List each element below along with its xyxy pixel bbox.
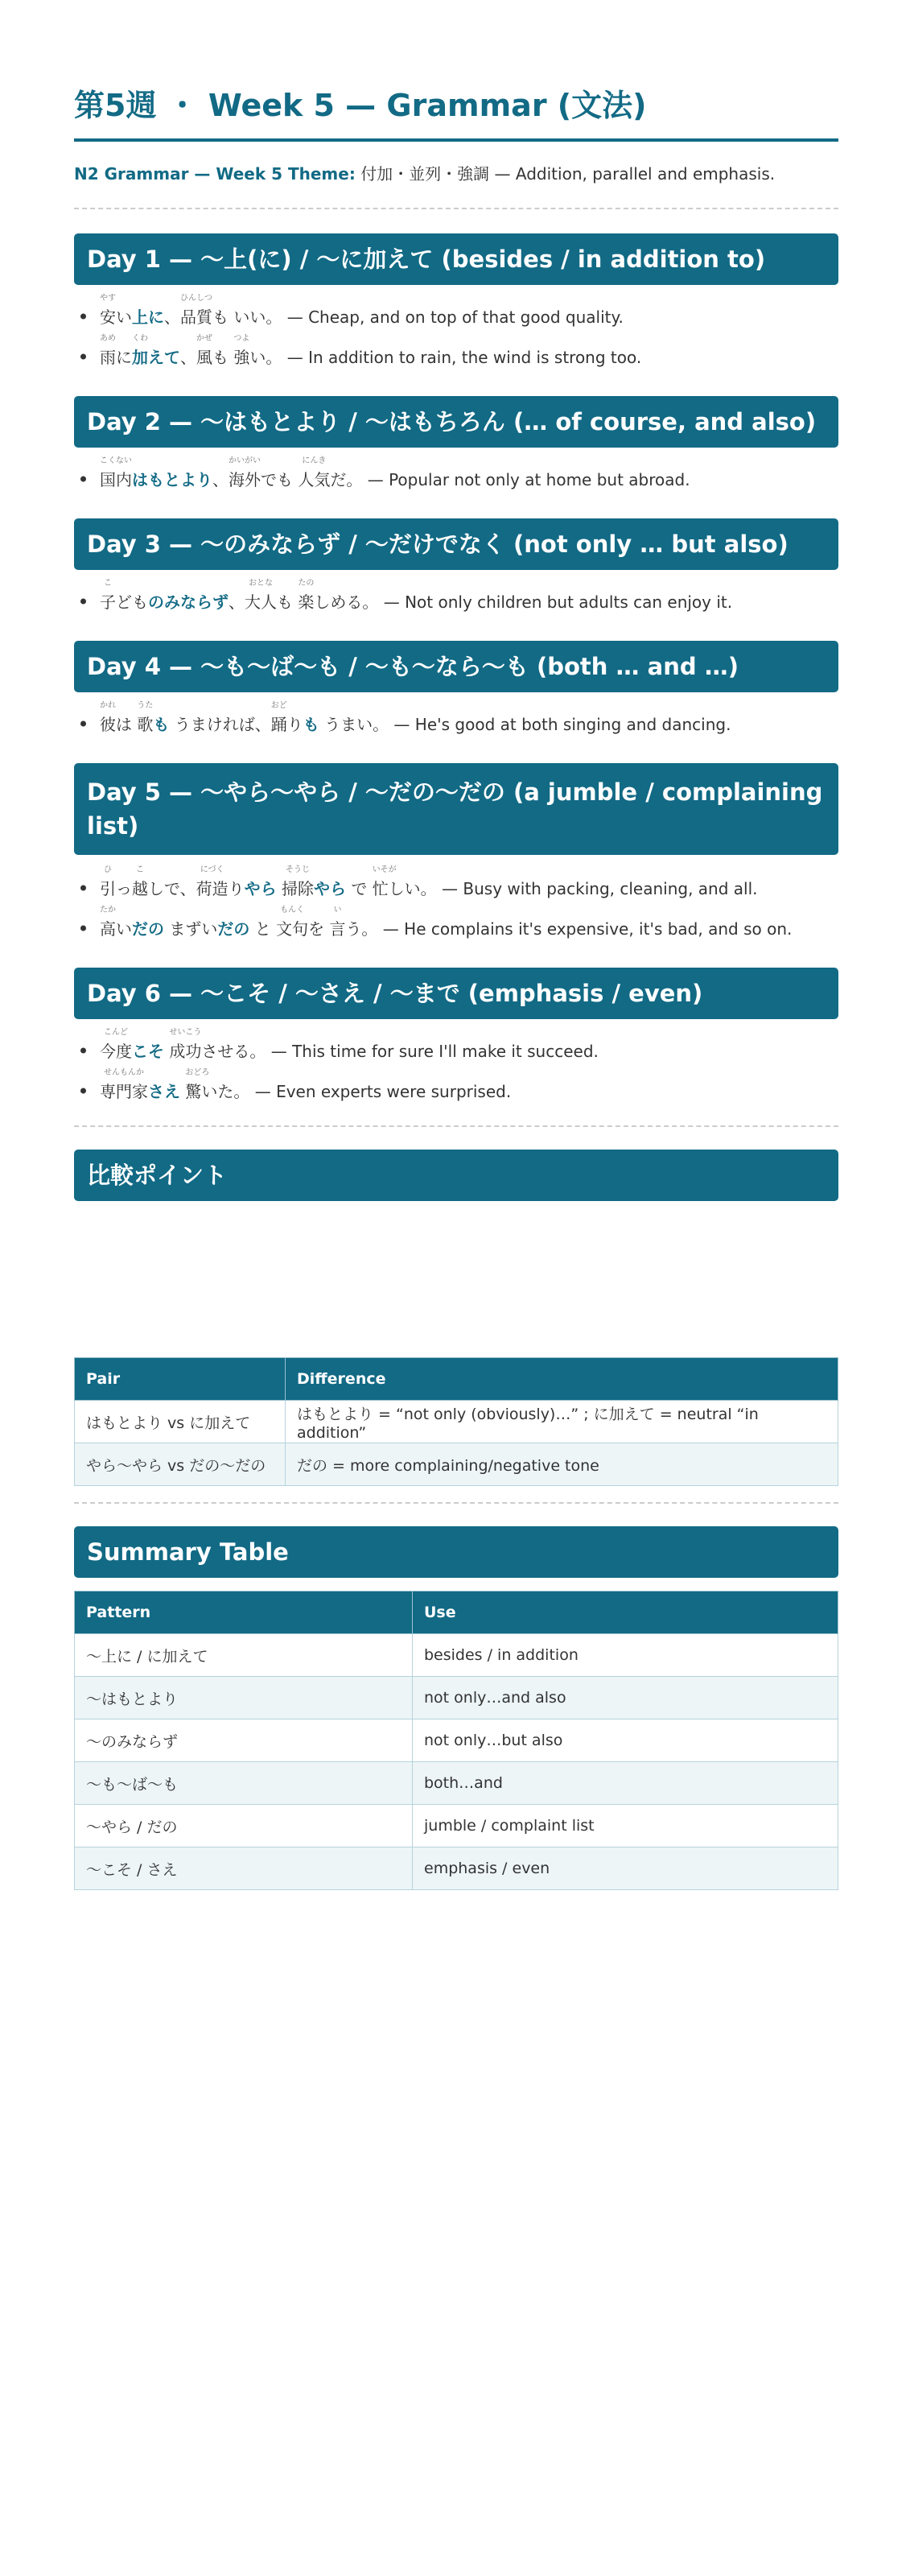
ruby-base: 大人 <box>245 592 277 612</box>
sentence-text: でも <box>261 470 299 489</box>
theme-line <box>74 161 775 184</box>
sentence-text: と <box>249 919 277 939</box>
ruby-base: 高 <box>100 919 116 939</box>
furigana: こ <box>104 579 112 588</box>
ruby-word <box>100 1028 132 1062</box>
grammar-highlight: こそ <box>132 1042 164 1061</box>
table-row <box>75 1677 838 1719</box>
sentence-text: 、 <box>212 470 229 489</box>
ruby-base: 彼 <box>100 715 116 734</box>
sentence-text: 、 <box>229 592 245 612</box>
sentence-text: いた。 <box>201 1082 250 1101</box>
ruby-base: 品質 <box>180 308 212 327</box>
ruby-word <box>100 456 132 490</box>
sentence-text: — He's good at both singing and dancing. <box>389 715 731 734</box>
furigana: かいがい <box>229 456 261 465</box>
sentence-text: ども <box>116 592 148 612</box>
ruby-word <box>132 334 148 368</box>
sentence-text: うまければ <box>169 715 255 734</box>
grammar-highlight: やら <box>244 879 277 898</box>
day-4-example-1 <box>100 701 731 735</box>
table-cell: emphasis / even <box>413 1847 838 1890</box>
ruby-word <box>245 579 277 613</box>
comparison-heading: 比較ポイント <box>74 1150 838 1201</box>
furigana: こくない <box>100 456 132 465</box>
furigana: かぜ <box>196 334 212 343</box>
ruby-base: 掃除 <box>281 879 314 898</box>
ruby-base: 専門家 <box>100 1082 148 1101</box>
table-cell: だの = more complaining/negative tone <box>286 1443 838 1486</box>
column-header: Pair <box>75 1358 286 1401</box>
day-5-heading: Day 5 — 〜やら〜やら / 〜だの〜だの (a jumble / complaining list) <box>74 763 838 855</box>
grammar-highlight: のみならず <box>148 592 229 612</box>
summary-heading: Summary Table <box>74 1526 838 1578</box>
furigana: おど <box>270 701 287 710</box>
summary-table <box>74 1591 838 1890</box>
furigana: おどろ <box>185 1068 210 1077</box>
table-row <box>75 1443 838 1486</box>
grammar-highlight: えて <box>148 348 180 367</box>
ruby-base: 文句 <box>276 919 309 939</box>
day-3-heading: Day 3 — 〜のみならず / 〜だけでなく (not only … but also) <box>74 518 838 570</box>
theme-label: N2 Grammar — Week 5 Theme: <box>74 164 356 184</box>
ruby-word <box>100 865 116 899</box>
table-row <box>75 1847 838 1890</box>
furigana: くわ <box>132 334 148 343</box>
day-1-example-1 <box>100 294 624 328</box>
furigana: たか <box>100 906 116 914</box>
ruby-base: 忙 <box>372 879 389 898</box>
table-cell: not only…and also <box>413 1677 838 1719</box>
furigana: たの <box>298 579 315 588</box>
table-cell: 〜はもとより <box>75 1677 413 1719</box>
sentence-text: い <box>116 919 132 939</box>
sentence-text: は <box>116 715 138 734</box>
title-rule <box>74 138 838 142</box>
furigana: いそが <box>372 865 397 874</box>
table-cell: 〜こそ / さえ <box>75 1847 413 1890</box>
ruby-word <box>185 1068 210 1102</box>
table-cell: 〜も〜ば〜も <box>75 1762 413 1805</box>
ruby-base: 雨 <box>100 348 116 367</box>
furigana: ひんしつ <box>180 294 212 303</box>
ruby-word <box>169 1028 202 1062</box>
table-row <box>75 1401 838 1443</box>
furigana: あめ <box>100 334 116 343</box>
ruby-word <box>229 456 261 490</box>
table-cell: 〜のみならず <box>75 1719 413 1762</box>
ruby-base: 安 <box>100 308 116 327</box>
grammar-highlight: やら <box>313 879 346 898</box>
furigana: にづく <box>200 865 224 874</box>
furigana: い <box>333 906 342 914</box>
sentence-text: っ <box>116 879 132 898</box>
sentence-text: も <box>277 592 299 612</box>
furigana: そうじ <box>285 865 310 874</box>
ruby-base: 国内 <box>100 470 132 489</box>
day-6-heading: Day 6 — 〜こそ / 〜さえ / 〜まで (emphasis / even) <box>74 968 838 1019</box>
ruby-word <box>100 701 116 735</box>
day-1-heading: Day 1 — 〜上(に) / 〜に加えて (besides / in addition to) <box>74 233 838 285</box>
ruby-base: 海外 <box>229 470 261 489</box>
summary-header-row <box>75 1591 838 1634</box>
sentence-text: — He complains it's expensive, it's bad, and so on. <box>377 919 793 939</box>
furigana: もんく <box>280 906 305 914</box>
grammar-highlight: だの <box>217 919 250 939</box>
comparison-table <box>74 1357 838 1486</box>
grammar-highlight: だの <box>132 919 164 939</box>
theme-text: 付加・並列・強調 — Addition, parallel and emphasis. <box>360 164 776 184</box>
ruby-word <box>100 334 116 368</box>
sentence-text: — Popular not only at home but abroad. <box>362 470 690 489</box>
sentence-text: — Cheap, and on top of that good quality. <box>282 308 624 327</box>
grammar-highlight: も <box>153 715 170 734</box>
ruby-word <box>100 906 116 939</box>
table-cell: はもとより vs に加えて <box>75 1401 286 1443</box>
furigana: ひ <box>104 865 112 874</box>
ruby-base: 人気 <box>298 470 331 489</box>
ruby-base: 歌 <box>137 715 154 734</box>
ruby-word <box>298 579 315 613</box>
furigana: せいこう <box>169 1028 202 1037</box>
ruby-base: 言 <box>329 919 346 939</box>
sentence-text: — Not only children but adults can enjoy it. <box>378 592 733 612</box>
day-2-heading: Day 2 — 〜はもとより / 〜はもちろん (… of course, and also) <box>74 396 838 448</box>
table-cell: not only…but also <box>413 1719 838 1762</box>
table-cell: やら〜やら vs だの〜だの <box>75 1443 286 1486</box>
sentence-text: させる。 <box>201 1042 266 1061</box>
column-header: Pattern <box>75 1591 413 1634</box>
ruby-base: 加 <box>132 348 148 367</box>
table-cell: はもとより = “not only (obviously)…” ; に加えて = neutral “in addition” <box>286 1401 838 1443</box>
section-divider <box>74 1125 838 1127</box>
table-row <box>75 1762 838 1805</box>
ruby-base: 驚 <box>185 1082 202 1101</box>
ruby-word <box>233 334 250 368</box>
furigana: やす <box>100 294 116 303</box>
ruby-word <box>372 865 397 899</box>
ruby-word <box>137 701 154 735</box>
ruby-word <box>276 906 309 939</box>
ruby-word <box>270 701 287 735</box>
day-5-example-1 <box>100 865 758 899</box>
day-5-example-2 <box>100 906 793 939</box>
column-header: Difference <box>286 1358 838 1401</box>
sentence-text: 、 <box>164 308 180 327</box>
day-3-example-1 <box>100 579 733 613</box>
sentence-text: い <box>116 308 132 327</box>
sentence-text: 、 <box>254 715 271 734</box>
ruby-word <box>281 865 314 899</box>
table-row <box>75 1805 838 1847</box>
sentence-text: しめる。 <box>314 592 379 612</box>
ruby-base: 越 <box>132 879 148 898</box>
section-divider <box>74 1502 838 1504</box>
ruby-word <box>100 294 116 328</box>
furigana: うた <box>137 701 154 710</box>
day-2-example-1 <box>100 456 690 490</box>
ruby-base: 子 <box>100 592 116 612</box>
sentence-text: り <box>286 715 303 734</box>
ruby-word <box>132 865 148 899</box>
ruby-base: 楽 <box>298 592 315 612</box>
ruby-base: 荷造 <box>196 879 229 898</box>
ruby-base: 強 <box>233 348 250 367</box>
sentence-text: い。 <box>249 348 282 367</box>
ruby-base: 風 <box>196 348 212 367</box>
section-divider <box>74 208 838 209</box>
sentence-text: を <box>308 919 330 939</box>
ruby-word <box>100 579 116 613</box>
sentence-text: うまい。 <box>319 715 389 734</box>
day-1-example-2 <box>100 334 642 368</box>
grammar-highlight: はもとより <box>132 470 212 489</box>
furigana: にんき <box>302 456 327 465</box>
sentence-text: う。 <box>345 919 378 939</box>
ruby-word <box>196 334 212 368</box>
furigana: おとな <box>249 579 273 588</box>
table-cell: 〜やら / だの <box>75 1805 413 1847</box>
furigana: つよ <box>233 334 250 343</box>
sentence-text: に <box>116 348 132 367</box>
comparison-header-row <box>75 1358 838 1401</box>
sentence-text: — In addition to rain, the wind is strong too. <box>282 348 642 367</box>
ruby-word <box>100 1068 148 1102</box>
ruby-word <box>329 906 346 939</box>
day-4-heading: Day 4 — 〜も〜ば〜も / 〜も〜なら〜も (both … and …) <box>74 641 838 692</box>
sentence-text: で <box>345 879 373 898</box>
sentence-text: り <box>228 879 245 898</box>
sentence-text: — This time for sure I'll make it succeed. <box>266 1042 599 1061</box>
ruby-word <box>298 456 331 490</box>
table-cell: besides / in addition <box>413 1634 838 1677</box>
page-title: 第5週 ・ Week 5 — Grammar (文法) <box>74 88 647 123</box>
ruby-word <box>196 865 229 899</box>
furigana: かれ <box>100 701 116 710</box>
ruby-base: 踊 <box>270 715 287 734</box>
column-header: Use <box>413 1591 838 1634</box>
table-cell: jumble / complaint list <box>413 1805 838 1847</box>
table-row <box>75 1719 838 1762</box>
ruby-base: 今度 <box>100 1042 132 1061</box>
furigana: せんもんか <box>104 1068 144 1077</box>
day-6-example-1 <box>100 1028 599 1062</box>
ruby-word <box>180 294 212 328</box>
grammar-highlight: 上に <box>132 308 164 327</box>
grammar-highlight: さえ <box>148 1082 180 1101</box>
grammar-highlight: も <box>303 715 319 734</box>
table-row <box>75 1634 838 1677</box>
sentence-text: だ。 <box>330 470 363 489</box>
sentence-text: も いい。 <box>212 308 282 327</box>
sentence-text: 、 <box>180 348 196 367</box>
sentence-text: — Busy with packing, cleaning, and all. <box>436 879 758 898</box>
sentence-text: も <box>212 348 234 367</box>
table-cell: 〜上に / に加えて <box>75 1634 413 1677</box>
sentence-text: しい。 <box>388 879 437 898</box>
ruby-base: 成功 <box>169 1042 202 1061</box>
furigana: こ <box>136 865 144 874</box>
furigana: こんど <box>104 1028 128 1037</box>
sentence-text: — Even experts were surprised. <box>249 1082 512 1101</box>
day-6-example-2 <box>100 1068 512 1102</box>
sentence-text: まずい <box>164 919 218 939</box>
sentence-text: しで、 <box>148 879 196 898</box>
table-cell: both…and <box>413 1762 838 1805</box>
ruby-base: 引 <box>100 879 116 898</box>
